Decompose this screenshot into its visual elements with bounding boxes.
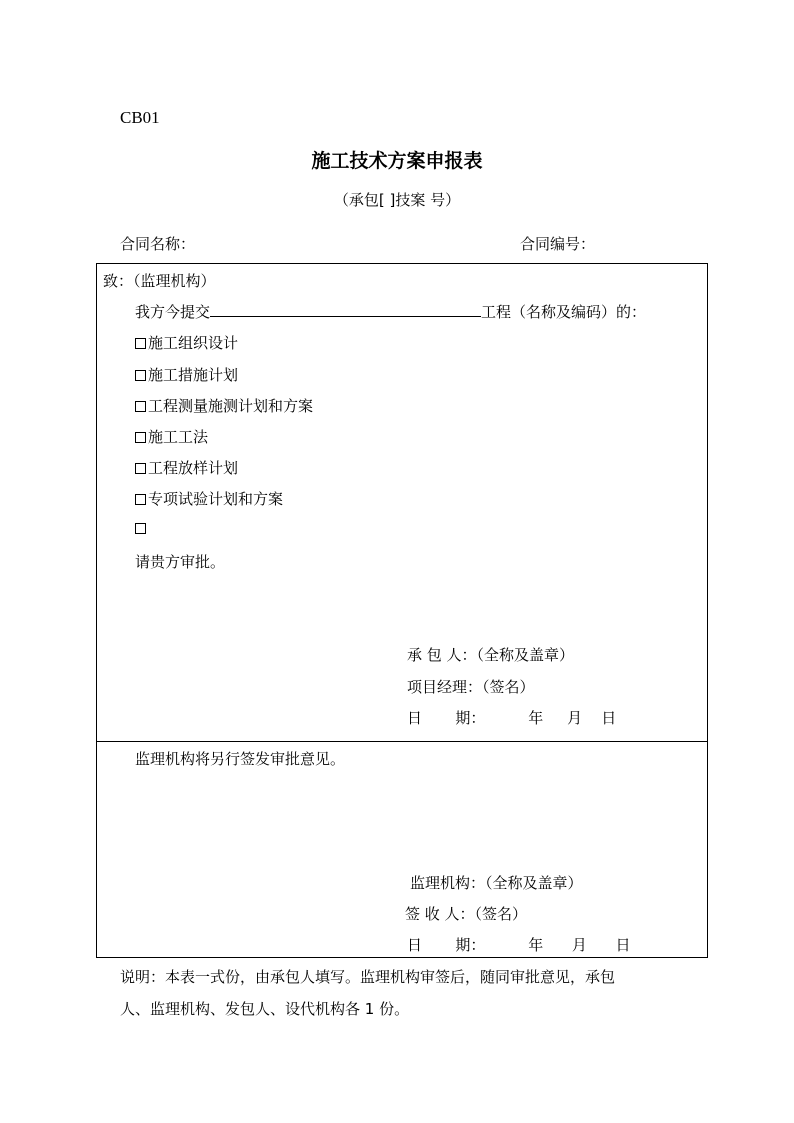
option-label: 施工工法: [148, 428, 209, 446]
project-manager-label: 项目经理：（签名）: [407, 678, 535, 696]
project-name-blank[interactable]: [210, 302, 481, 317]
contract-no-label: 合同编号：: [520, 235, 596, 253]
page-title: 施工技术方案申报表: [311, 150, 483, 172]
option-label: 工程测量施测计划和方案: [148, 397, 314, 415]
date-label: 日 期： 年 月 日: [407, 936, 631, 954]
option-item[interactable]: [135, 426, 208, 447]
checkbox[interactable]: [135, 401, 146, 412]
checkbox[interactable]: [135, 338, 146, 349]
submit-prefix: 我方今提交: [135, 303, 211, 321]
checkbox[interactable]: [135, 494, 146, 505]
option-label: 专项试验计划和方案: [148, 490, 284, 508]
option-label: 施工措施计划: [148, 366, 239, 384]
receiver-label: 签 收 人：（签名）: [405, 905, 528, 923]
checkbox[interactable]: [135, 370, 146, 381]
agency-label: 监理机构：（全称及盖章）: [410, 874, 583, 892]
contractor-label: 承 包 人：（全称及盖章）: [407, 646, 575, 664]
submit-suffix: 工程（名称及编码）的：: [481, 303, 647, 321]
option-item[interactable]: [135, 457, 238, 478]
footer-note-line2: 人、监理机构、发包人、设代机构各 1 份。: [120, 1000, 410, 1018]
option-label: 工程放样计划: [148, 459, 239, 477]
option-item[interactable]: [135, 519, 148, 537]
to-line: 致：（监理机构）: [103, 272, 216, 290]
option-item[interactable]: [135, 364, 238, 385]
form-code: CB01: [120, 108, 160, 127]
checkbox[interactable]: [135, 463, 146, 474]
footer-note-line1: 说明：本表一式份，由承包人填写。监理机构审签后，随同审批意见，承包: [120, 968, 616, 986]
submit-line: [135, 301, 646, 322]
date-label: 日 期： 年 月 日: [407, 709, 617, 727]
option-item[interactable]: [135, 395, 313, 416]
checkbox[interactable]: [135, 523, 146, 534]
option-label: 施工组织设计: [148, 334, 239, 352]
form-number-line: （承包[ ]技案 号）: [333, 191, 461, 209]
request-line: 请贵方审批。: [135, 553, 226, 571]
option-item[interactable]: [135, 488, 283, 509]
option-item[interactable]: [135, 332, 238, 353]
section-divider: [96, 741, 708, 742]
contract-name-label: 合同名称：: [120, 235, 196, 253]
checkbox[interactable]: [135, 432, 146, 443]
approval-note: 监理机构将另行签发审批意见。: [135, 750, 346, 768]
